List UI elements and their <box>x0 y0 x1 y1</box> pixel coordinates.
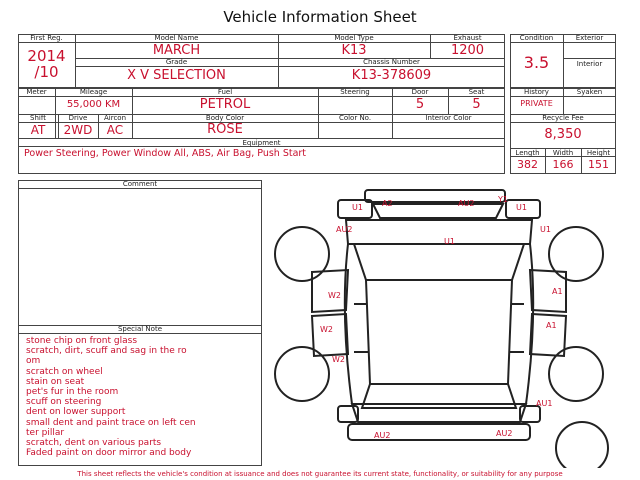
car-damage-diagram <box>268 184 620 468</box>
shift-label: Shift <box>30 114 46 122</box>
damage-mark: AU2 <box>374 431 391 440</box>
damage-mark: AU2 <box>496 429 513 438</box>
chassis-number-value: K13-378609 <box>351 68 432 83</box>
body-color-value: ROSE <box>207 122 243 137</box>
first-reg-month: /10 <box>34 63 59 81</box>
special-note-line: ter pillar <box>26 427 65 438</box>
mileage-value: 55,000 KM <box>66 99 121 110</box>
damage-mark: W2 <box>320 325 333 334</box>
special-note-line: om <box>26 356 41 367</box>
model-name-label: Model Name <box>154 34 199 42</box>
chassis-number-label: Chassis Number <box>363 58 420 66</box>
first-reg-label: First Reg. <box>30 34 63 42</box>
shift-value: AT <box>30 123 46 137</box>
model-type-value: K13 <box>341 43 367 58</box>
damage-mark: U1 <box>352 203 363 212</box>
damage-mark: U1 <box>516 203 527 212</box>
damage-mark: W2 <box>328 291 341 300</box>
special-note-line: scratch, dent on various parts <box>26 438 162 449</box>
interior-label: Interior <box>576 60 603 68</box>
grade-label: Grade <box>165 58 188 66</box>
damage-mark: A2 <box>382 199 393 208</box>
damage-mark: W2 <box>332 355 345 364</box>
height-label: Height <box>586 149 611 157</box>
damage-mark: Y1 <box>498 195 508 204</box>
wheel-front-right <box>549 227 603 281</box>
special-note-label: Special Note <box>117 325 163 333</box>
special-note-line: stone chip on front glass <box>26 336 138 346</box>
sheet-title: Vehicle Information Sheet <box>223 8 417 26</box>
door-value: 5 <box>415 97 425 112</box>
recycle-fee-label: Recycle Fee <box>542 114 584 122</box>
steering-label: Steering <box>340 88 370 96</box>
color-no-label: Color No. <box>338 114 372 122</box>
aircon-value: AC <box>106 123 124 137</box>
special-note-line: Faded paint on door mirror and body <box>26 448 192 459</box>
exhaust-label: Exhaust <box>453 34 482 42</box>
body-color-label: Body Color <box>205 114 245 122</box>
damage-mark: A1 <box>552 287 563 296</box>
meter-label: Meter <box>26 88 47 96</box>
width-value: 166 <box>552 158 574 171</box>
roof <box>366 280 512 384</box>
equipment-label: Equipment <box>242 139 281 147</box>
drive-label: Drive <box>68 114 88 122</box>
special-note-line: scuff on steering <box>26 397 102 408</box>
model-type-label: Model Type <box>334 34 374 42</box>
width-label: Width <box>552 149 574 157</box>
recycle-fee-value: 8,350 <box>544 127 582 142</box>
drive-value: 2WD <box>63 123 93 137</box>
condition-value: 3.5 <box>523 53 550 72</box>
left-rear-door <box>312 314 348 356</box>
special-notes-list <box>26 336 262 458</box>
special-note-line: dent on lower support <box>26 407 126 418</box>
history-value: PRIVATE <box>520 99 553 108</box>
fuel-value: PETROL <box>199 97 251 112</box>
special-note-line: scratch on wheel <box>26 366 103 377</box>
damage-mark: U1 <box>444 237 455 246</box>
disclaimer-footer: This sheet reflects the vehicle's condition at issuance and does not guarantee its current state, functionality, or suitability for any purpose <box>77 470 563 478</box>
history-label: History <box>524 88 549 96</box>
damage-mark: A1 <box>546 321 557 330</box>
windshield <box>354 244 524 280</box>
first-reg-year: 2014 <box>27 47 66 65</box>
exterior-label: Exterior <box>575 34 604 42</box>
damage-mark: AU1 <box>536 399 553 408</box>
special-note-line: pet's fur in the room <box>26 387 119 398</box>
seat-label: Seat <box>468 88 485 96</box>
hood-front <box>346 220 532 244</box>
equipment-value: Power Steering, Power Window All, ABS, Air Bag, Push Start <box>24 148 307 159</box>
comment-label: Comment <box>122 180 158 188</box>
damage-mark: AU2 <box>458 199 475 208</box>
height-value: 151 <box>588 158 609 171</box>
trunk <box>352 404 526 422</box>
damage-mark: U1 <box>540 225 551 234</box>
door-label: Door <box>411 88 429 96</box>
special-note-line: stain on seat <box>26 376 85 387</box>
aircon-label: Aircon <box>103 114 127 122</box>
wheel-front-left <box>275 227 329 281</box>
grade-value: X V SELECTION <box>127 68 226 83</box>
condition-label: Condition <box>519 34 554 42</box>
fuel-label: Fuel <box>217 88 233 96</box>
interior-color-label: Interior Color <box>425 114 472 122</box>
mileage-label: Mileage <box>79 88 108 96</box>
length-value: 382 <box>517 158 538 171</box>
syaken-label: Syaken <box>576 88 603 96</box>
length-label: Length <box>515 149 540 157</box>
spare-wheel <box>556 422 608 468</box>
damage-mark: AU2 <box>336 225 353 234</box>
seat-value: 5 <box>472 97 481 112</box>
exhaust-value: 1200 <box>450 43 485 58</box>
special-note-line: scratch, dirt, scuff and sag in the ro <box>26 346 187 357</box>
special-note-line: small dent and paint trace on left cen <box>26 417 196 428</box>
model-name-value: MARCH <box>152 43 201 58</box>
